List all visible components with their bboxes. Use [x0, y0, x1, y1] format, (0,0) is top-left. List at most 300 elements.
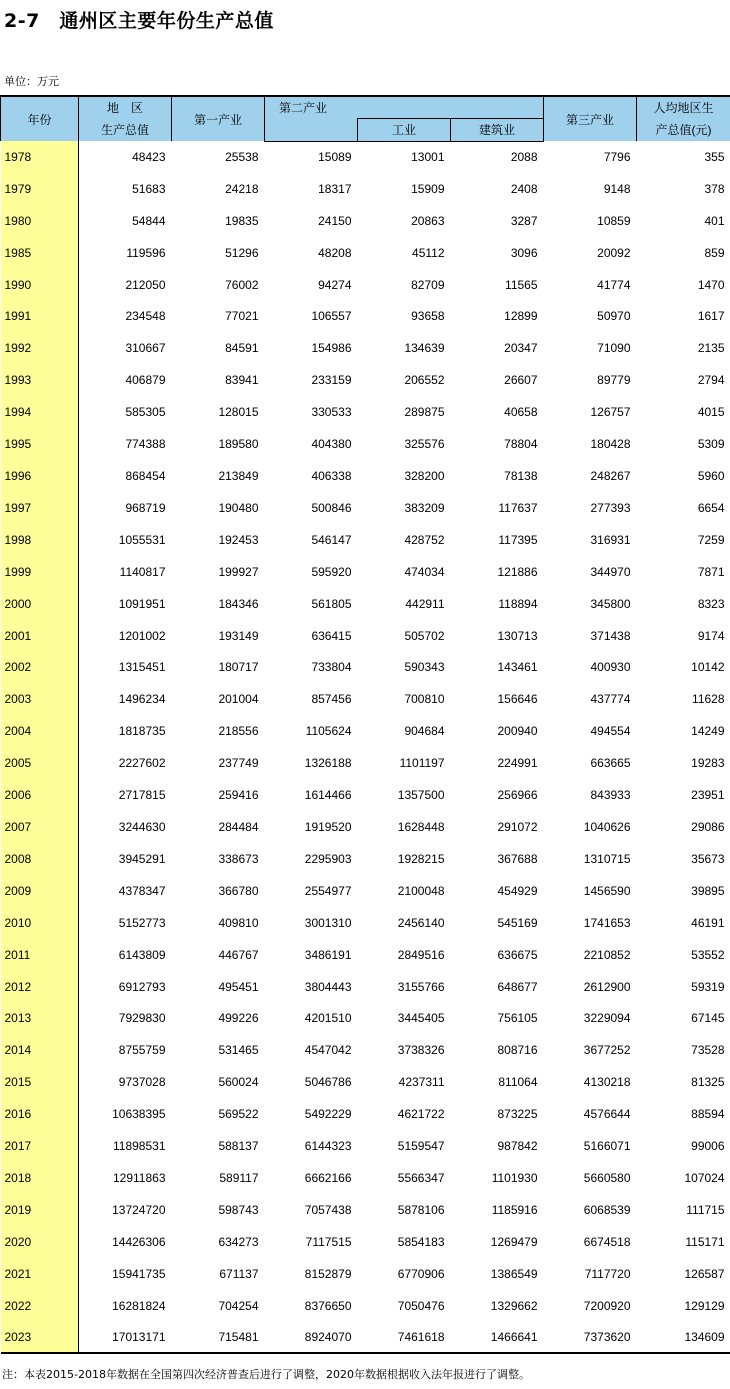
primary-cell: 259416: [218, 788, 259, 803]
secondary-cell: 3486191: [304, 947, 352, 962]
gdp-cell: 3945291: [118, 851, 166, 866]
primary-cell: 237749: [218, 756, 259, 771]
gdp-table: [0, 95, 730, 1354]
table-row: [1, 205, 730, 237]
table-row: [1, 524, 730, 556]
per-capita-cell: 6654: [697, 500, 725, 515]
industry-cell: 1928215: [397, 851, 445, 866]
table-row: [1, 1066, 730, 1098]
year-cell: 2018: [1, 1162, 79, 1194]
tertiary-cell: 316931: [590, 532, 631, 547]
construction-cell: 156646: [497, 692, 538, 707]
table-row: [1, 811, 730, 843]
per-capita-cell: 7259: [697, 532, 725, 547]
primary-cell: 84591: [225, 341, 259, 356]
tertiary-cell: 277393: [590, 500, 631, 515]
secondary-cell: 15089: [318, 150, 352, 165]
tertiary-cell: 1310715: [583, 851, 631, 866]
industry-cell: 13001: [411, 150, 445, 165]
year-cell: 1996: [1, 460, 79, 492]
industry-cell: 6770906: [397, 1266, 445, 1281]
secondary-cell: 2295903: [304, 851, 352, 866]
construction-cell: 1185916: [491, 1202, 538, 1217]
per-capita-cell: 81325: [691, 1075, 725, 1090]
header-industry: 工业: [358, 119, 451, 142]
tertiary-cell: 3677252: [583, 1043, 631, 1058]
table-row: [1, 1322, 730, 1354]
per-capita-cell: 378: [704, 181, 725, 196]
per-capita-cell: 401: [704, 213, 725, 228]
industry-cell: 442911: [405, 596, 445, 611]
construction-cell: 130713: [497, 628, 538, 643]
year-cell: 1993: [1, 364, 79, 396]
industry-cell: 289875: [404, 405, 445, 420]
tertiary-cell: 6068539: [583, 1202, 631, 1217]
secondary-cell: 595920: [311, 564, 352, 579]
table-row: [1, 907, 730, 939]
gdp-cell: 774388: [125, 437, 166, 452]
secondary-cell: 4547042: [304, 1043, 352, 1058]
header-per-capita: 人均地区生 产总值(元): [637, 96, 730, 141]
gdp-cell: 48423: [132, 149, 166, 164]
per-capita-cell: 111715: [686, 1202, 725, 1217]
table-row: [1, 779, 730, 811]
year-cell: 1991: [1, 301, 79, 333]
year-cell: 1997: [1, 492, 79, 524]
construction-cell: 117395: [498, 532, 538, 547]
construction-cell: 200940: [497, 724, 538, 739]
table-row: [1, 1130, 730, 1162]
year-cell: 1978: [1, 141, 79, 173]
gdp-cell: 1140817: [119, 564, 166, 579]
table-row: [1, 332, 730, 364]
primary-cell: 77021: [225, 309, 259, 324]
per-capita-cell: 2794: [697, 373, 725, 388]
primary-cell: 531465: [218, 1043, 259, 1058]
primary-cell: 715481: [172, 1322, 265, 1354]
table-row: [1, 141, 730, 173]
industry-cell: 4237311: [398, 1075, 445, 1090]
primary-cell: 589117: [219, 1170, 259, 1185]
gdp-cell: 1201002: [118, 628, 166, 643]
per-capita-cell: 29086: [691, 819, 725, 834]
industry-cell: 3738326: [397, 1043, 445, 1058]
secondary-cell: 1105624: [305, 724, 352, 739]
table-row: [1, 1226, 730, 1258]
tertiary-cell: 437774: [590, 692, 631, 707]
table-row: [1, 1162, 730, 1194]
construction-cell: 20347: [504, 341, 538, 356]
primary-cell: 83941: [225, 373, 259, 388]
secondary-cell: 154986: [311, 341, 352, 356]
year-cell: 2004: [1, 715, 79, 747]
tertiary-cell: 50970: [597, 309, 631, 324]
tertiary-cell: 10859: [597, 213, 631, 228]
year-cell: 2001: [1, 620, 79, 652]
year-cell: 1992: [1, 332, 79, 364]
secondary-cell: 561805: [311, 596, 352, 611]
per-capita-cell: 1470: [697, 277, 725, 292]
primary-cell: 338673: [218, 851, 259, 866]
header-construction: 建筑业: [451, 119, 544, 142]
tertiary-cell: 1456590: [583, 883, 631, 898]
secondary-cell: 94274: [318, 277, 352, 292]
per-capita-cell: 67145: [691, 1011, 725, 1026]
secondary-cell: 8924070: [265, 1322, 358, 1354]
gdp-cell: 1091951: [118, 596, 166, 611]
per-capita-cell: 134609: [637, 1322, 730, 1354]
year-cell: 2023: [1, 1322, 79, 1354]
industry-cell: 2100048: [397, 883, 445, 898]
construction-cell: 2088: [510, 150, 538, 165]
tertiary-cell: 126757: [590, 405, 631, 420]
industry-cell: 15909: [411, 181, 445, 196]
industry-cell: 7461618: [358, 1322, 451, 1354]
header-tertiary: 第三产业: [544, 96, 637, 141]
table-row: [1, 237, 730, 269]
per-capita-cell: 11628: [692, 692, 725, 707]
construction-cell: 367688: [497, 851, 538, 866]
primary-cell: 409810: [218, 915, 259, 930]
construction-cell: 756105: [497, 1011, 538, 1026]
construction-cell: 78138: [504, 469, 538, 484]
construction-cell: 636675: [497, 947, 538, 962]
primary-cell: 634273: [218, 1234, 259, 1249]
industry-cell: 4621722: [397, 1107, 445, 1122]
industry-cell: 428752: [404, 532, 445, 547]
per-capita-cell: 4015: [697, 405, 725, 420]
construction-cell: 11565: [505, 277, 538, 292]
primary-cell: 24218: [225, 181, 259, 196]
per-capita-cell: 88594: [691, 1107, 725, 1122]
year-cell: 2013: [1, 1002, 79, 1034]
secondary-cell: 500846: [311, 500, 352, 515]
tertiary-cell: 371438: [590, 628, 631, 643]
secondary-cell: 48208: [318, 245, 352, 260]
construction-cell: 291072: [497, 819, 538, 834]
year-cell: 2006: [1, 779, 79, 811]
secondary-cell: 733804: [311, 660, 352, 675]
table-body: [1, 141, 730, 1353]
industry-cell: 5566347: [397, 1170, 445, 1185]
secondary-cell: 8376650: [304, 1298, 352, 1313]
per-capita-cell: 19283: [691, 756, 725, 771]
industry-cell: 474034: [404, 564, 445, 579]
table-row: [1, 939, 730, 971]
table-row: [1, 460, 730, 492]
construction-cell: 1101930: [491, 1170, 538, 1185]
secondary-cell: 106557: [311, 309, 352, 324]
secondary-cell: 546147: [311, 532, 352, 547]
table-row: [1, 1194, 730, 1226]
tertiary-cell: 71090: [597, 341, 631, 356]
primary-cell: 193149: [218, 628, 259, 643]
table-row: [1, 971, 730, 1003]
year-cell: 2005: [1, 747, 79, 779]
year-cell: 1980: [1, 205, 79, 237]
tertiary-cell: 1741653: [583, 915, 631, 930]
gdp-cell: 2717815: [118, 788, 166, 803]
table-row: [1, 556, 730, 588]
construction-cell: 545169: [497, 915, 538, 930]
construction-cell: 1269479: [490, 1234, 538, 1249]
gdp-cell: 13724720: [112, 1202, 166, 1217]
year-cell: 2009: [1, 875, 79, 907]
primary-cell: 218556: [218, 724, 259, 739]
per-capita-cell: 8323: [697, 596, 725, 611]
construction-cell: 78804: [504, 437, 538, 452]
tertiary-cell: 494554: [590, 724, 631, 739]
construction-cell: 121886: [497, 564, 538, 579]
gdp-cell: 1496234: [118, 692, 166, 707]
year-cell: 2016: [1, 1098, 79, 1130]
tertiary-cell: 89779: [597, 373, 631, 388]
tertiary-cell: 5166071: [583, 1139, 631, 1154]
year-cell: 2015: [1, 1066, 79, 1098]
industry-cell: 328200: [404, 469, 445, 484]
secondary-cell: 7117515: [305, 1234, 352, 1249]
header-secondary: 第二产业: [265, 96, 544, 119]
table-row: [1, 1034, 730, 1066]
construction-cell: 118894: [498, 596, 538, 611]
secondary-cell: 636415: [311, 628, 352, 643]
secondary-cell: 5492229: [304, 1107, 352, 1122]
industry-cell: 45112: [412, 245, 445, 260]
table-row: [1, 715, 730, 747]
secondary-cell: 8152879: [304, 1266, 352, 1281]
industry-cell: 1101197: [399, 756, 445, 771]
tertiary-cell: 1040626: [583, 819, 631, 834]
footnote: 注：本表2015-2018年数据在全国第四次经济普查后进行了调整，2020年数据根据收入法年报进行了调整。: [2, 1368, 530, 1381]
gdp-cell: 406879: [125, 373, 166, 388]
industry-cell: 5854183: [397, 1234, 445, 1249]
tertiary-cell: 345800: [590, 596, 631, 611]
industry-cell: 206552: [404, 373, 445, 388]
per-capita-cell: 9174: [697, 628, 725, 643]
industry-cell: 904684: [404, 724, 445, 739]
table-row: [1, 1258, 730, 1290]
tertiary-cell: 2210852: [583, 947, 631, 962]
construction-cell: 1329662: [490, 1298, 538, 1313]
tertiary-cell: 3229094: [583, 1011, 631, 1026]
primary-cell: 588137: [218, 1139, 259, 1154]
table-row: [1, 364, 730, 396]
per-capita-cell: 14249: [691, 724, 725, 739]
gdp-cell: 12911863: [113, 1170, 166, 1185]
primary-cell: 671137: [219, 1266, 259, 1281]
year-cell: 2000: [1, 588, 79, 620]
per-capita-cell: 355: [704, 149, 725, 164]
year-cell: 2003: [1, 683, 79, 715]
secondary-cell: 857456: [311, 692, 352, 707]
per-capita-cell: 129129: [684, 1298, 725, 1313]
secondary-cell: 406338: [311, 469, 352, 484]
secondary-cell: 24150: [318, 213, 352, 228]
gdp-cell: 234548: [125, 309, 166, 324]
primary-cell: 598743: [218, 1202, 259, 1217]
industry-cell: 1357500: [397, 788, 445, 803]
gdp-cell: 8755759: [118, 1043, 166, 1058]
gdp-cell: 17013171: [79, 1322, 172, 1354]
table-row: [1, 1290, 730, 1322]
per-capita-cell: 73528: [691, 1043, 725, 1058]
tertiary-cell: 400930: [590, 660, 631, 675]
year-cell: 1990: [1, 269, 79, 301]
primary-cell: 499226: [218, 1011, 259, 1026]
industry-cell: 134639: [404, 341, 445, 356]
year-cell: 2002: [1, 652, 79, 684]
tertiary-cell: 5660580: [583, 1170, 631, 1185]
primary-cell: 213849: [218, 469, 259, 484]
header-secondary-spacer: [265, 119, 358, 142]
tertiary-cell: 7117720: [584, 1266, 631, 1281]
header-gdp: 地 区 生产总值: [79, 96, 172, 141]
secondary-cell: 404380: [311, 437, 352, 452]
industry-cell: 505702: [404, 628, 445, 643]
gdp-cell: 7929830: [118, 1011, 166, 1026]
per-capita-cell: 2135: [697, 341, 725, 356]
construction-cell: 256966: [497, 788, 538, 803]
industry-cell: 5159547: [397, 1139, 445, 1154]
gdp-cell: 119596: [126, 245, 166, 260]
secondary-cell: 18317: [318, 181, 352, 196]
primary-cell: 199927: [218, 564, 259, 579]
year-cell: 2017: [1, 1130, 79, 1162]
gdp-cell: 1315451: [118, 660, 166, 675]
year-cell: 2008: [1, 843, 79, 875]
year-cell: 1995: [1, 428, 79, 460]
primary-cell: 704254: [218, 1298, 259, 1313]
primary-cell: 201004: [218, 692, 259, 707]
tertiary-cell: 843933: [590, 788, 631, 803]
construction-cell: 12899: [504, 309, 538, 324]
per-capita-cell: 53552: [691, 947, 725, 962]
construction-cell: 987842: [497, 1139, 538, 1154]
primary-cell: 284484: [218, 819, 259, 834]
primary-cell: 180717: [218, 660, 259, 675]
secondary-cell: 7057438: [304, 1202, 352, 1217]
secondary-cell: 1326188: [304, 756, 352, 771]
gdp-cell: 5152773: [118, 915, 166, 930]
industry-cell: 20863: [411, 213, 445, 228]
per-capita-cell: 1617: [697, 309, 725, 324]
gdp-cell: 1818735: [118, 724, 166, 739]
gdp-cell: 54844: [132, 213, 166, 228]
gdp-cell: 16281824: [112, 1298, 166, 1313]
construction-cell: 3096: [510, 245, 538, 260]
per-capita-cell: 859: [704, 245, 725, 260]
per-capita-cell: 107024: [684, 1170, 725, 1185]
primary-cell: 51296: [225, 245, 259, 260]
year-cell: 1985: [1, 237, 79, 269]
industry-cell: 325576: [404, 437, 445, 452]
gdp-cell: 11898531: [113, 1139, 166, 1154]
table-row: [1, 620, 730, 652]
construction-cell: 3287: [510, 213, 538, 228]
tertiary-cell: 4130218: [583, 1075, 631, 1090]
gdp-cell: 51683: [132, 181, 166, 196]
table-row: [1, 301, 730, 333]
construction-cell: 811064: [498, 1075, 538, 1090]
gdp-cell: 6912793: [118, 979, 166, 994]
tertiary-cell: 2612900: [583, 979, 631, 994]
secondary-cell: 4201510: [304, 1011, 352, 1026]
primary-cell: 366780: [218, 883, 259, 898]
construction-cell: 808716: [497, 1043, 538, 1058]
primary-cell: 569522: [218, 1107, 259, 1122]
industry-cell: 3155766: [397, 979, 445, 994]
per-capita-cell: 7871: [697, 564, 725, 579]
primary-cell: 128015: [218, 405, 259, 420]
per-capita-cell: 10142: [691, 660, 725, 675]
table-row: [1, 875, 730, 907]
gdp-cell: 310667: [125, 341, 166, 356]
year-cell: 2022: [1, 1290, 79, 1322]
gdp-cell: 968719: [125, 500, 166, 515]
gdp-cell: 15941735: [112, 1266, 166, 1281]
primary-cell: 184346: [218, 596, 259, 611]
year-cell: 2019: [1, 1194, 79, 1226]
gdp-cell: 212050: [125, 277, 166, 292]
table-row: [1, 269, 730, 301]
construction-cell: 143461: [497, 660, 538, 675]
table-row: [1, 1002, 730, 1034]
gdp-cell: 4378347: [118, 883, 166, 898]
table-row: [1, 747, 730, 779]
gdp-cell: 6143809: [118, 947, 166, 962]
primary-cell: 560024: [218, 1075, 259, 1090]
secondary-cell: 6144323: [304, 1139, 352, 1154]
secondary-cell: 1614466: [304, 788, 352, 803]
header-primary: 第一产业: [172, 96, 265, 141]
per-capita-cell: 23951: [691, 788, 725, 803]
per-capita-cell: 115171: [685, 1234, 725, 1249]
industry-cell: 7050476: [397, 1298, 445, 1313]
industry-cell: 3445405: [397, 1011, 445, 1026]
construction-cell: 873225: [497, 1107, 538, 1122]
secondary-cell: 1919520: [304, 819, 352, 834]
page-title: 2-7 通州区主要年份生产总值: [4, 10, 274, 32]
year-cell: 2011: [1, 939, 79, 971]
year-cell: 2010: [1, 907, 79, 939]
gdp-cell: 3244630: [118, 819, 166, 834]
primary-cell: 446767: [218, 947, 259, 962]
table-row: [1, 843, 730, 875]
table-row: [1, 683, 730, 715]
construction-cell: 224991: [497, 756, 538, 771]
primary-cell: 495451: [218, 979, 259, 994]
gdp-cell: 2227602: [118, 756, 166, 771]
industry-cell: 590343: [404, 660, 445, 675]
primary-cell: 192453: [218, 532, 259, 547]
primary-cell: 76002: [225, 277, 259, 292]
year-cell: 2014: [1, 1034, 79, 1066]
tertiary-cell: 20092: [597, 245, 631, 260]
tertiary-cell: 344970: [590, 564, 631, 579]
year-cell: 1998: [1, 524, 79, 556]
construction-cell: 1386549: [490, 1266, 538, 1281]
primary-cell: 25538: [225, 149, 259, 164]
tertiary-cell: 41774: [597, 277, 631, 292]
year-cell: 1994: [1, 396, 79, 428]
construction-cell: 1466641: [451, 1322, 544, 1354]
year-cell: 2012: [1, 971, 79, 1003]
gdp-cell: 1055531: [118, 532, 166, 547]
per-capita-cell: 59319: [691, 979, 725, 994]
unit-label: 单位：万元: [4, 75, 59, 88]
gdp-cell: 9737028: [118, 1075, 166, 1090]
industry-cell: 5878106: [397, 1202, 445, 1217]
